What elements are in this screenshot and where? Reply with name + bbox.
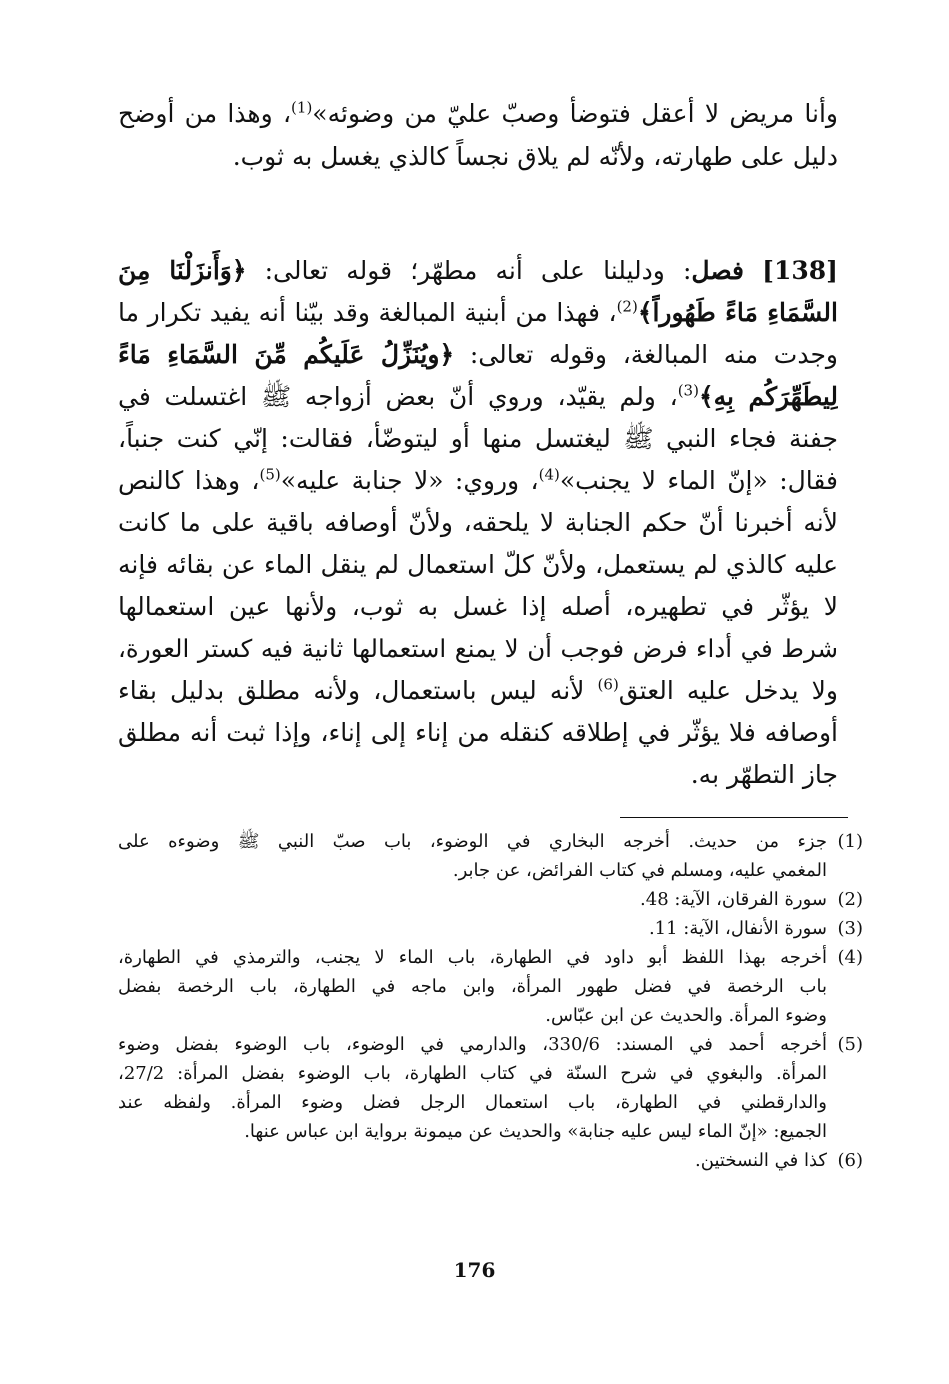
footnote-line: أخرجه بهذا اللفظ أبو داود في الطهارة، باب الماء لا يجنب، والترمذي في الطهارة، xyxy=(118,947,827,968)
text-run: ولا يدخل عليه العتق xyxy=(618,676,838,705)
section-138 xyxy=(118,250,838,796)
footnote-ref: (2) xyxy=(616,297,638,316)
footnote-line: وضوء المرأة. والحديث عن ابن عبّاس. xyxy=(545,1005,827,1026)
footnote xyxy=(118,1146,863,1175)
footnote-body xyxy=(118,1146,827,1175)
footnote-line: والدارقطني في الطهارة، باب استعمال الرجل فضل وضوء المرأة. ولفظه عند xyxy=(118,1092,827,1113)
footnote-number: (1) xyxy=(837,831,863,852)
quran-verse: ﴿ويُنَزِّلُ عَلَيكُم مِّنَ السَّمَاءِ مَاءً xyxy=(118,340,455,369)
text-line xyxy=(118,292,838,334)
footnote xyxy=(118,885,863,914)
footnote-ref: (6) xyxy=(597,675,619,694)
text-line: أوصافه فلا يؤثّر في إطلاقه كنقله من إناء إلى إناء، وإذا ثبت أنه مطلق xyxy=(118,718,838,747)
footnote-line: سورة الأنفال، الآية: 11. xyxy=(648,918,827,939)
text-line xyxy=(118,334,838,376)
text-run: ، فهذا من أبنية المبالغة وقد بيّنا أنه يفيد تكرار ما xyxy=(118,298,617,327)
text-line: جفنة فجاء النبي ﷺ ليغتسل منها أو ليتوضّأ، فقالت: إنّي كنت جنباً، xyxy=(118,424,838,453)
quran-verse: السَّمَاءِ مَاءً طَهُوراً﴾ xyxy=(637,298,838,327)
footnote-body xyxy=(118,827,827,885)
text-run: ، ولم يقيّد، وروي أنّ بعض أزواجه ﷺ اغتسلت في xyxy=(118,382,678,411)
footnote-body xyxy=(118,914,827,943)
footnote xyxy=(118,827,863,885)
page-number: 176 xyxy=(453,1258,496,1282)
text-run: فقال: «إنّ الماء لا يجنب» xyxy=(559,466,838,495)
footnote-number: (3) xyxy=(837,918,863,939)
footnote-line: باب الرخصة في فضل طهور المرأة، وابن ماجه في الطهارة، باب الرخصة بفضل xyxy=(118,976,827,997)
section-heading: فصل xyxy=(691,256,744,285)
text-run: لأنه ليس باستعمال، ولأنه مطلق بدليل بقاء xyxy=(118,676,598,705)
intro-paragraph xyxy=(118,92,838,178)
footnotes xyxy=(118,827,863,1175)
text-line xyxy=(118,92,838,135)
section-number: [138] xyxy=(762,256,838,285)
footnote-line: كذا في النسختين. xyxy=(695,1150,827,1171)
text-line xyxy=(118,250,838,292)
footnote-line: أخرجه أحمد في المسند: 330/6، والدارمي في الوضوء، باب الوضوء بفضل وضوء xyxy=(118,1034,827,1055)
text-line: شرط في أداء فرض فوجب أن لا يمنع استعمالها ثانية فيه كستر العورة، xyxy=(118,634,838,663)
footnote-line: الجميع: «إنّ الماء ليس عليه جنابة» والحديث عن ميمونة برواية ابن عباس عنها. xyxy=(244,1121,827,1142)
text-line: دليل على طهارته، ولأنّه لم يلاق نجساً كالذي يغسل به ثوب. xyxy=(232,142,838,171)
footnote-number: (4) xyxy=(837,947,863,968)
quran-verse: لِيطَهِّرَكُم بِهِ﴾ xyxy=(698,382,838,411)
footnote xyxy=(118,943,863,1030)
text-run: : ودليلنا على أنه مطهّر؛ قوله تعالى: xyxy=(246,256,692,285)
footnote-body xyxy=(118,1030,827,1146)
text-line xyxy=(118,460,838,502)
footnote-number: (5) xyxy=(837,1034,863,1055)
footnote xyxy=(118,914,863,943)
footnote xyxy=(118,1030,863,1146)
footnote-line: المرأة. والبغوي في شرح السنّة في كتاب الطهارة، باب الوضوء بفضل المرأة: 27/2، xyxy=(118,1063,827,1084)
text-run: ، وروي: «لا جنابة عليه» xyxy=(280,466,539,495)
text-run: ، وهذا من أوضح xyxy=(118,99,292,128)
footnote-ref: (1) xyxy=(291,98,313,117)
quran-verse: ﴿وَأَنزَلْنَا مِنَ xyxy=(118,256,247,285)
text-run: وجدت منه المبالغة، وقوله تعالى: xyxy=(454,340,838,369)
footnote-line: سورة الفرقان، الآية: 48. xyxy=(640,889,827,910)
footnote-ref: (4) xyxy=(538,465,560,484)
text-line: لأنه أخبرنا أنّ حكم الجنابة لا يلحقه، ولأنّ أوصافه باقية على ما كانت xyxy=(118,508,838,537)
text-line: جاز التطهّر به. xyxy=(690,760,838,789)
footnote-number: (2) xyxy=(837,889,863,910)
text-run: وأنا مريض لا أعقل فتوضأ وصبّ عليّ من وضوئه» xyxy=(312,99,838,128)
footnote-ref: (5) xyxy=(259,465,281,484)
footnote-line: جزء من حديث. أخرجه البخاري في الوضوء، باب صبّ النبي ﷺ وضوءه على xyxy=(118,831,827,852)
text-line: عليه كالذي لم يستعمل، ولأنّ كلّ استعمال لم ينقل الماء عن بقائه فإنه xyxy=(118,550,838,579)
text-line xyxy=(118,670,838,712)
footnote-ref: (3) xyxy=(677,381,699,400)
text-line: لا يؤثّر في تطهيره، أصله إذا غسل به ثوب، ولأنها عين استعمالها xyxy=(118,592,838,621)
footnote-number: (6) xyxy=(837,1150,863,1171)
footnote-body xyxy=(118,885,827,914)
footnote-line: المغمي عليه، ومسلم في كتاب الفرائض، عن جابر. xyxy=(452,860,827,881)
footnote-divider xyxy=(620,817,848,818)
footnote-body xyxy=(118,943,827,1030)
text-run: ، وهذا كالنص xyxy=(118,466,260,495)
text-line xyxy=(118,376,838,418)
